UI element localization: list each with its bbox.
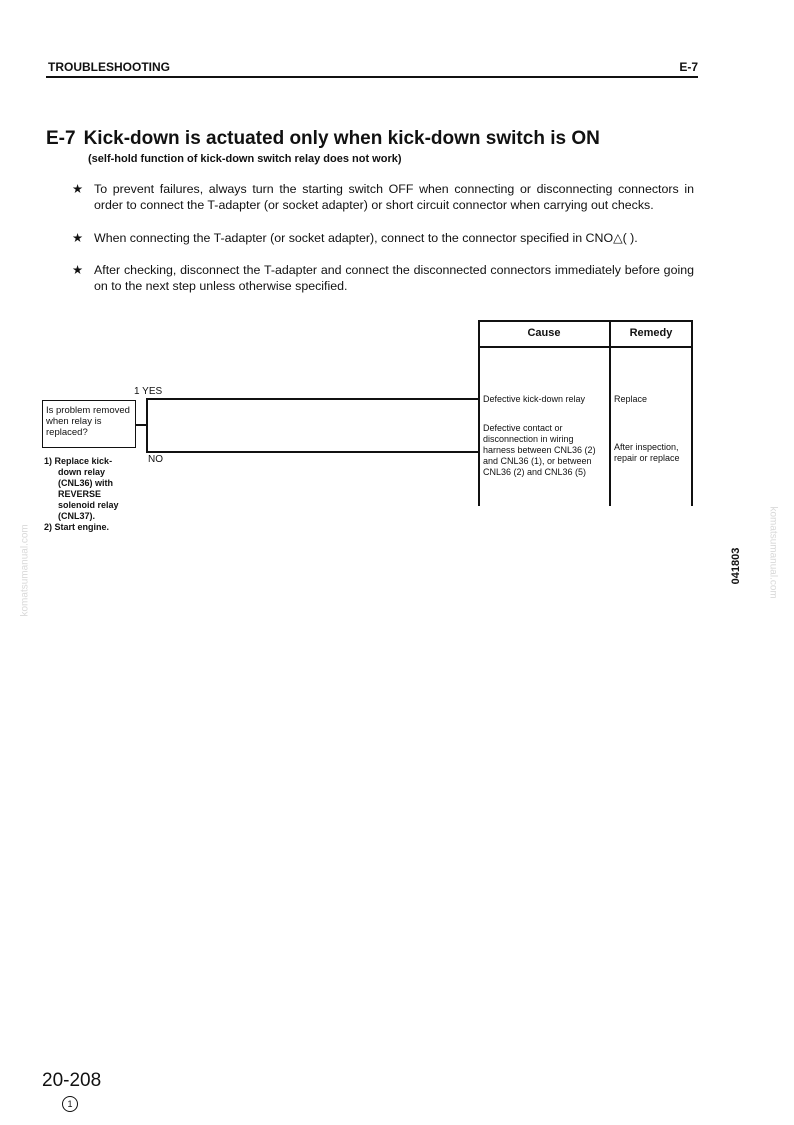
instruction-item: 1) Replace kick- (44, 456, 113, 466)
title-text: Kick-down is actuated only when kick-down switch is ON (83, 128, 600, 149)
note-item (72, 182, 694, 213)
header-code: E-7 (679, 60, 698, 74)
star-icon: ★ (72, 182, 84, 196)
remedy-cell: After inspection, repair or replace (614, 442, 680, 463)
yes-line (146, 398, 479, 400)
note-text: When connecting the T-adapter (or socket adapter), connect to the connector specified in CNO△( ). (94, 231, 638, 245)
no-line (146, 451, 479, 453)
table-header-border (478, 346, 693, 348)
yes-text: YES (142, 386, 163, 397)
header-rule (46, 76, 698, 78)
cause-header: Cause (527, 327, 561, 339)
star-icon: ★ (72, 263, 84, 277)
page-subtitle: (self-hold function of kick-down switch relay does not work) (88, 153, 402, 165)
page-title (46, 128, 600, 150)
branch-joint-line (136, 424, 146, 426)
watermark-right: komatsumanual.com (767, 506, 779, 599)
instruction-item: 2) Start engine. (44, 522, 110, 532)
note-text: After checking, disconnect the T-adapter and connect the disconnected connectors immediately before going on to the next step unless otherwise specified. (94, 263, 694, 293)
cause-cell: Defective contact or disconnection in wiring harness between CNL36 (2) and CNL36 (1), or between CNL36 (2) and CNL36 (5) (483, 423, 596, 477)
table-mid-border (609, 320, 611, 506)
remedy-header: Remedy (629, 327, 673, 339)
star-icon: ★ (72, 231, 84, 245)
header-section: TROUBLESHOOTING (48, 60, 170, 74)
title-number: E-7 (46, 128, 76, 149)
no-branch-label: NO (148, 454, 163, 465)
revision-mark: 1 (62, 1096, 78, 1112)
cause-cell: Defective kick-down relay (483, 394, 586, 404)
remedy-cell: Replace (614, 394, 648, 404)
table-left-border (478, 320, 480, 506)
note-item (72, 231, 694, 247)
table-right-border (691, 320, 693, 506)
page-number: 20-208 (42, 1070, 102, 1091)
figure-code: 041803 (730, 547, 742, 585)
check-instructions: 1) Replace kick- down relay (CNL36) with REVERSE solenoid relay (CNL37). 2) Start engine. (44, 456, 140, 533)
note-item (72, 263, 694, 294)
step-number: 1 (134, 386, 140, 397)
branch-vertical-line (146, 398, 148, 452)
question-box: Is problem removed when relay is replaced? (42, 400, 136, 448)
yes-branch-label (134, 386, 162, 397)
watermark-left: komatsumanual.com (19, 524, 31, 617)
note-text: To prevent failures, always turn the starting switch OFF when connecting or disconnecting connectors in order to connect the T-adapter (or socket adapter) or short circuit connector when carrying out checks. (94, 182, 694, 212)
